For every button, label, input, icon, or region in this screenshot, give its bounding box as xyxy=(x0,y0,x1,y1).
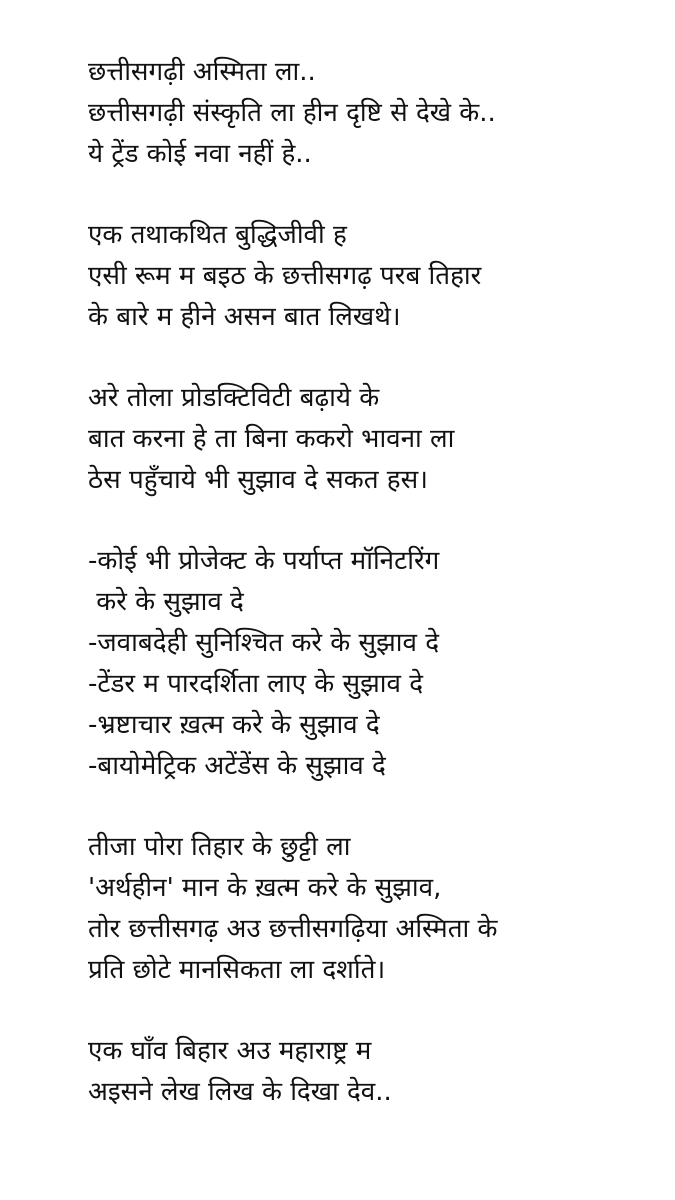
poem-text xyxy=(88,52,668,1153)
text-line: -टेंडर म पारदर्शिता लाए के सुझाव दे xyxy=(88,669,424,699)
text-line: -कोई भी प्रोजेक्ट के पर्याप्त मॉनिटरिंग xyxy=(88,546,440,576)
text-line: 'अर्थहीन' मान के ख़त्म करे के सुझाव, xyxy=(88,873,442,903)
text-line: -भ्रष्टाचार ख़त्म करे के सुझाव दे xyxy=(88,710,380,740)
text-line: एक तथाकथित बुद्धिजीवी ह xyxy=(88,220,347,250)
text-line: तीजा पोरा तिहार के छुट्टी ला xyxy=(88,832,351,862)
text-line: एक घाँव बिहार अउ महाराष्ट्र म xyxy=(88,1036,372,1066)
text-line: करे के सुझाव दे xyxy=(88,587,244,617)
stanza-4 xyxy=(88,541,668,787)
text-line: ठेस पहुँचाये भी सुझाव दे सकत हस। xyxy=(88,465,429,495)
stanza-3 xyxy=(88,378,668,501)
stanza-6 xyxy=(88,1031,668,1113)
stanza-5 xyxy=(88,827,668,991)
text-line: -बायोमेट्रिक अटेंडेंस के सुझाव दे xyxy=(88,751,386,781)
stanza-2 xyxy=(88,215,668,338)
text-line: प्रति छोटे मानसिकता ला दर्शाते। xyxy=(88,955,386,985)
text-line: -जवाबदेही सुनिश्चित करे के सुझाव दे xyxy=(88,628,440,658)
text-line: अरे तोला प्रोडक्टिविटी बढ़ाये के xyxy=(88,383,380,413)
text-line: छत्तीसगढ़ी संस्कृति ला हीन दृष्टि से देखे के.. xyxy=(88,98,496,128)
text-line: अइसने लेख लिख के दिखा देव.. xyxy=(88,1077,392,1107)
text-line: के बारे म हीने असन बात लिखथे। xyxy=(88,302,401,332)
text-line: बात करना हे ता बिना ककरो भावना ला xyxy=(88,424,455,454)
text-line: ये ट्रेंड कोई नवा नहीं हे.. xyxy=(88,139,312,169)
text-line: छत्तीसगढ़ी अस्मिता ला.. xyxy=(88,57,316,87)
text-line: एसी रूम म बइठ के छत्तीसगढ़ परब तिहार xyxy=(88,261,482,291)
text-line: तोर छत्तीसगढ़ अउ छत्तीसगढ़िया अस्मिता के xyxy=(88,914,498,944)
stanza-1 xyxy=(88,52,668,175)
